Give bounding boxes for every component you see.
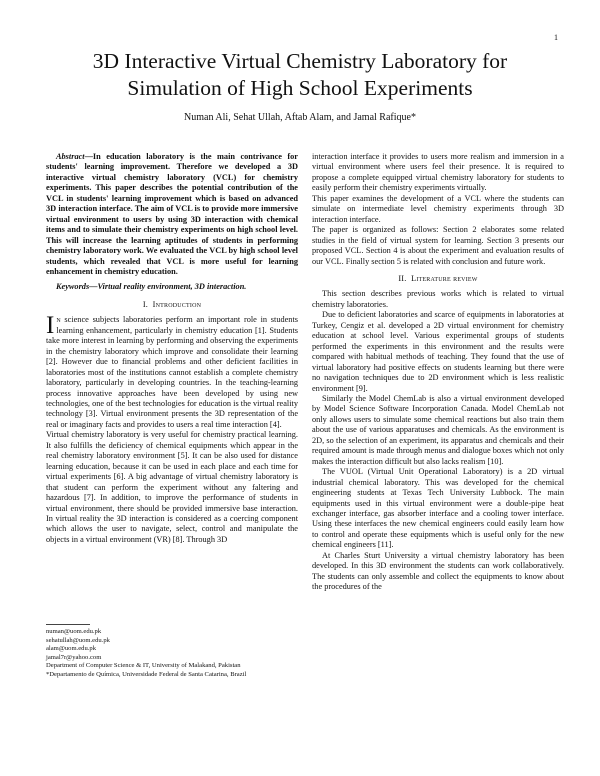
footnote-affiliation-2: *Departamento de Química, Universidade Federal de Santa Catarina, Brazil	[46, 670, 247, 678]
footnote-email-3: alam@uom.edu.pk	[46, 645, 97, 653]
intro-paragraph-1	[46, 312, 298, 430]
literature-paragraph-4: The VUOL (Virtual Unit Operational Laboratory) is a 2D virtual industrial chemical laboratory. This was developed for the chemical engineering students at Texas Tech University Lubbock. The main equipments used in this virtual environment were a double-pipe heat exchanger interface, gas absorber interface and a cooling tower interface. Using these interfaces the new chemical engineers could easily learn how to control and operate these equipments which is useful only for the new chemical engineers [11].	[312, 467, 564, 550]
literature-paragraph-1: This section describes previous works which is related to virtual chemistry laboratories.	[312, 289, 564, 309]
left-column	[46, 152, 298, 545]
footnote-email-1: numan@uom.edu.pk	[46, 628, 102, 635]
page-number: 1	[554, 33, 558, 42]
intro-paragraph-2: Virtual chemistry laboratory is very useful for chemistry practical learning. It also fulfills the deficiency of chemical equipments which appear in the real chemistry laboratory environment [5]. It can be also used for distance learning education, because it can be used in each place and each time for virtual experiments [6]. A big advantage of virtual chemistry laboratory is that student can perform the experiment without any faltering and hazardous [7]. In addition, to improve the performance of students in virtual environment, there should be provided immersive base interaction. In virtual reality the 3D interaction is considered as a coercing component which allows the user to navigate, select, control and manipulate the objects in a virtual environment (VR) [8]. Through 3D	[46, 430, 298, 544]
abstract-label: Abstract	[56, 152, 85, 161]
section-heading-literature-review	[312, 274, 564, 284]
title-line-1: 3D Interactive Virtual Chemistry Laboratory for	[92, 49, 508, 73]
literature-paragraph-2: Due to deficient laboratories and scarce of equipments in laboratories at Turkey, Cengiz et al. developed a 2D virtual environment for chemistry education at school level. Various experimental groups of students performed the experiments in this environment and the results were compared with habitual methods of teaching. They found that the use of virtual laboratory had positive effects on students learning but there were no navigation techniques due to 2D environment which is less realistic environment [9].	[312, 310, 564, 393]
drop-cap: I	[46, 312, 55, 340]
section-numeral: II.	[398, 273, 407, 283]
keywords: Keywords—Virtual reality environment, 3D interaction.	[56, 282, 247, 292]
section-numeral: I.	[142, 299, 149, 309]
right-column	[312, 152, 564, 593]
footnotes	[46, 624, 298, 680]
lead-word: n	[56, 315, 61, 325]
intro-paragraph-4: This paper examines the development of a VCL where the students can simulate on intermediate level chemistry experiments through 3D interaction interface.	[312, 193, 564, 224]
section-title: Literature review	[411, 273, 478, 283]
intro-paragraph-3: interaction interface it provides to users more realism and immersion in a virtual environment where users feel their presence. It is required to propose a complete equipped virtual chemistry laboratory for students to easily perform their chemistry experiments virtually.	[312, 152, 564, 193]
intro-paragraph-5: The paper is organized as follows: Section 2 elaborates some related studies in the field of virtual system for learning. Section 3 presents our proposed VCL. Section 4 is about the experiment and evaluation results of our VCL. Finally section 5 is related with conclusion and future work.	[312, 225, 564, 266]
section-heading-introduction	[46, 300, 298, 310]
footnote-email-4: jamal7r@yahoo.com	[46, 653, 102, 661]
abstract	[46, 152, 298, 277]
footnote-affiliation-1: Department of Computer Science & IT, University of Malakand, Pakistan	[46, 662, 241, 670]
intro-paragraph-1-text: science subjects laboratories perform an important role in students learning enhancement, particularly in chemistry education [1]. Students take more interest in learning by performing and observing the experiments in the chemistry laboratory which improve and consolidate their learning [2]. However due to financial problems and other deficient facilities in laboratories most of the institutions cannot establish a complete chemistry laboratory, particularly in developing countries. In the teaching-learning process innovative approaches have been developed by using new technologies, one of the best technologies for education is the virtual reality technology [3]. Virtual environment presents the 3D representation of the real or imaginary facts and provides to users a real time interaction [4].	[46, 315, 298, 429]
abstract-text: —In education laboratory is the main contrivance for students' learning improvement. Therefore we developed a 3D interactive virtual chemistry laboratory (VCL) for chemistry experiments. This paper describes the potential contribution of the VCL in students' learning improvement which is based on advanced 3D interaction interface. The aim of VCL is to provide more immersive virtual environment to users by using 3D interaction with chemical items and to simulate their chemistry experiments on high school level. This will increase the learning aptitudes of students in performing chemistry laboratory work. We evaluated the VCL by high school level students, which revealed that VCL is more useful for learning enhancement in chemistry education.	[46, 152, 298, 276]
literature-paragraph-5: At Charles Sturt University a virtual chemistry laboratory has been developed. In this 3D environment the students can work collaboratively. The students can only assemble and collect the equipments to know about the procedures of the	[312, 550, 564, 592]
section-title: Introduction	[152, 299, 202, 309]
footnote-email-2: sehatullah@uom.edu.pk	[46, 636, 110, 644]
paper-title	[30, 48, 570, 102]
author-list: Numan Ali, Sehat Ullah, Aftab Alam, and Jamal Rafique*	[184, 112, 416, 123]
literature-paragraph-3: Similarly the Model ChemLab is also a virtual environment developed by Model Science Software Incorporation Canada. Model ChemLab not only allows users to simulate some chemical reactions but also train them about the use of various apparatuses and chemicals. As the environment is 2D, so the selection of an experiment, its apparatus and chemicals and their required amount is made through menus and dialogue boxes which not only makes the interaction difficult but also lacks realism [10].	[312, 393, 564, 466]
title-line-2: Simulation of High School Experiments	[127, 76, 473, 100]
footnote-rule	[46, 624, 90, 625]
